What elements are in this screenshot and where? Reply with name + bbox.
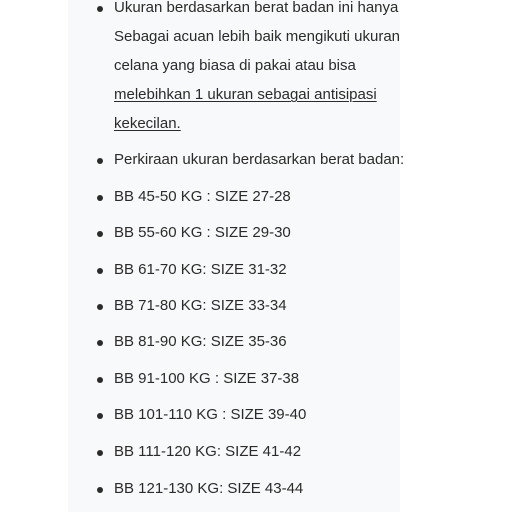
size-note-line-4: melebihkan 1 ukuran sebagai antisipasi [114, 86, 377, 103]
bullet-icon [97, 487, 103, 493]
bullet-icon [97, 195, 103, 201]
bullet-icon [97, 304, 103, 310]
size-note-line-5: kekecilan. [114, 115, 181, 132]
content-panel [68, 0, 400, 512]
bullet-icon [97, 6, 103, 12]
size-row-text: BB 91-100 KG : SIZE 37-38 [114, 370, 300, 387]
bullet-icon [97, 377, 103, 383]
size-note-line-1: Ukuran berdasarkan berat badan ini hanya [114, 0, 399, 16]
bullet-icon [97, 340, 103, 346]
bullet-icon [97, 450, 103, 456]
bullet-icon [97, 231, 103, 237]
size-row-text: BB 101-110 KG : SIZE 39-40 [114, 406, 307, 423]
bullet-icon [97, 268, 103, 274]
size-row-text: BB 111-120 KG: SIZE 41-42 [114, 443, 302, 460]
estimate-heading: Perkiraan ukuran berdasarkan berat badan: [114, 151, 405, 168]
size-row-text: BB 81-90 KG: SIZE 35-36 [114, 333, 287, 350]
size-row-text: BB 61-70 KG: SIZE 31-32 [114, 261, 287, 278]
bullet-icon [97, 413, 103, 419]
size-row-text: BB 55-60 KG : SIZE 29-30 [114, 224, 291, 241]
size-note-line-2: Sebagai acuan lebih baik mengikuti ukuran [114, 28, 401, 45]
size-row-text: BB 121-130 KG: SIZE 43-44 [114, 480, 304, 497]
size-row-text: BB 45-50 KG : SIZE 27-28 [114, 188, 291, 205]
size-note-line-3: celana yang biasa di pakai atau bisa [114, 57, 356, 74]
bullet-icon [97, 158, 103, 164]
size-row-text: BB 71-80 KG: SIZE 33-34 [114, 297, 287, 314]
